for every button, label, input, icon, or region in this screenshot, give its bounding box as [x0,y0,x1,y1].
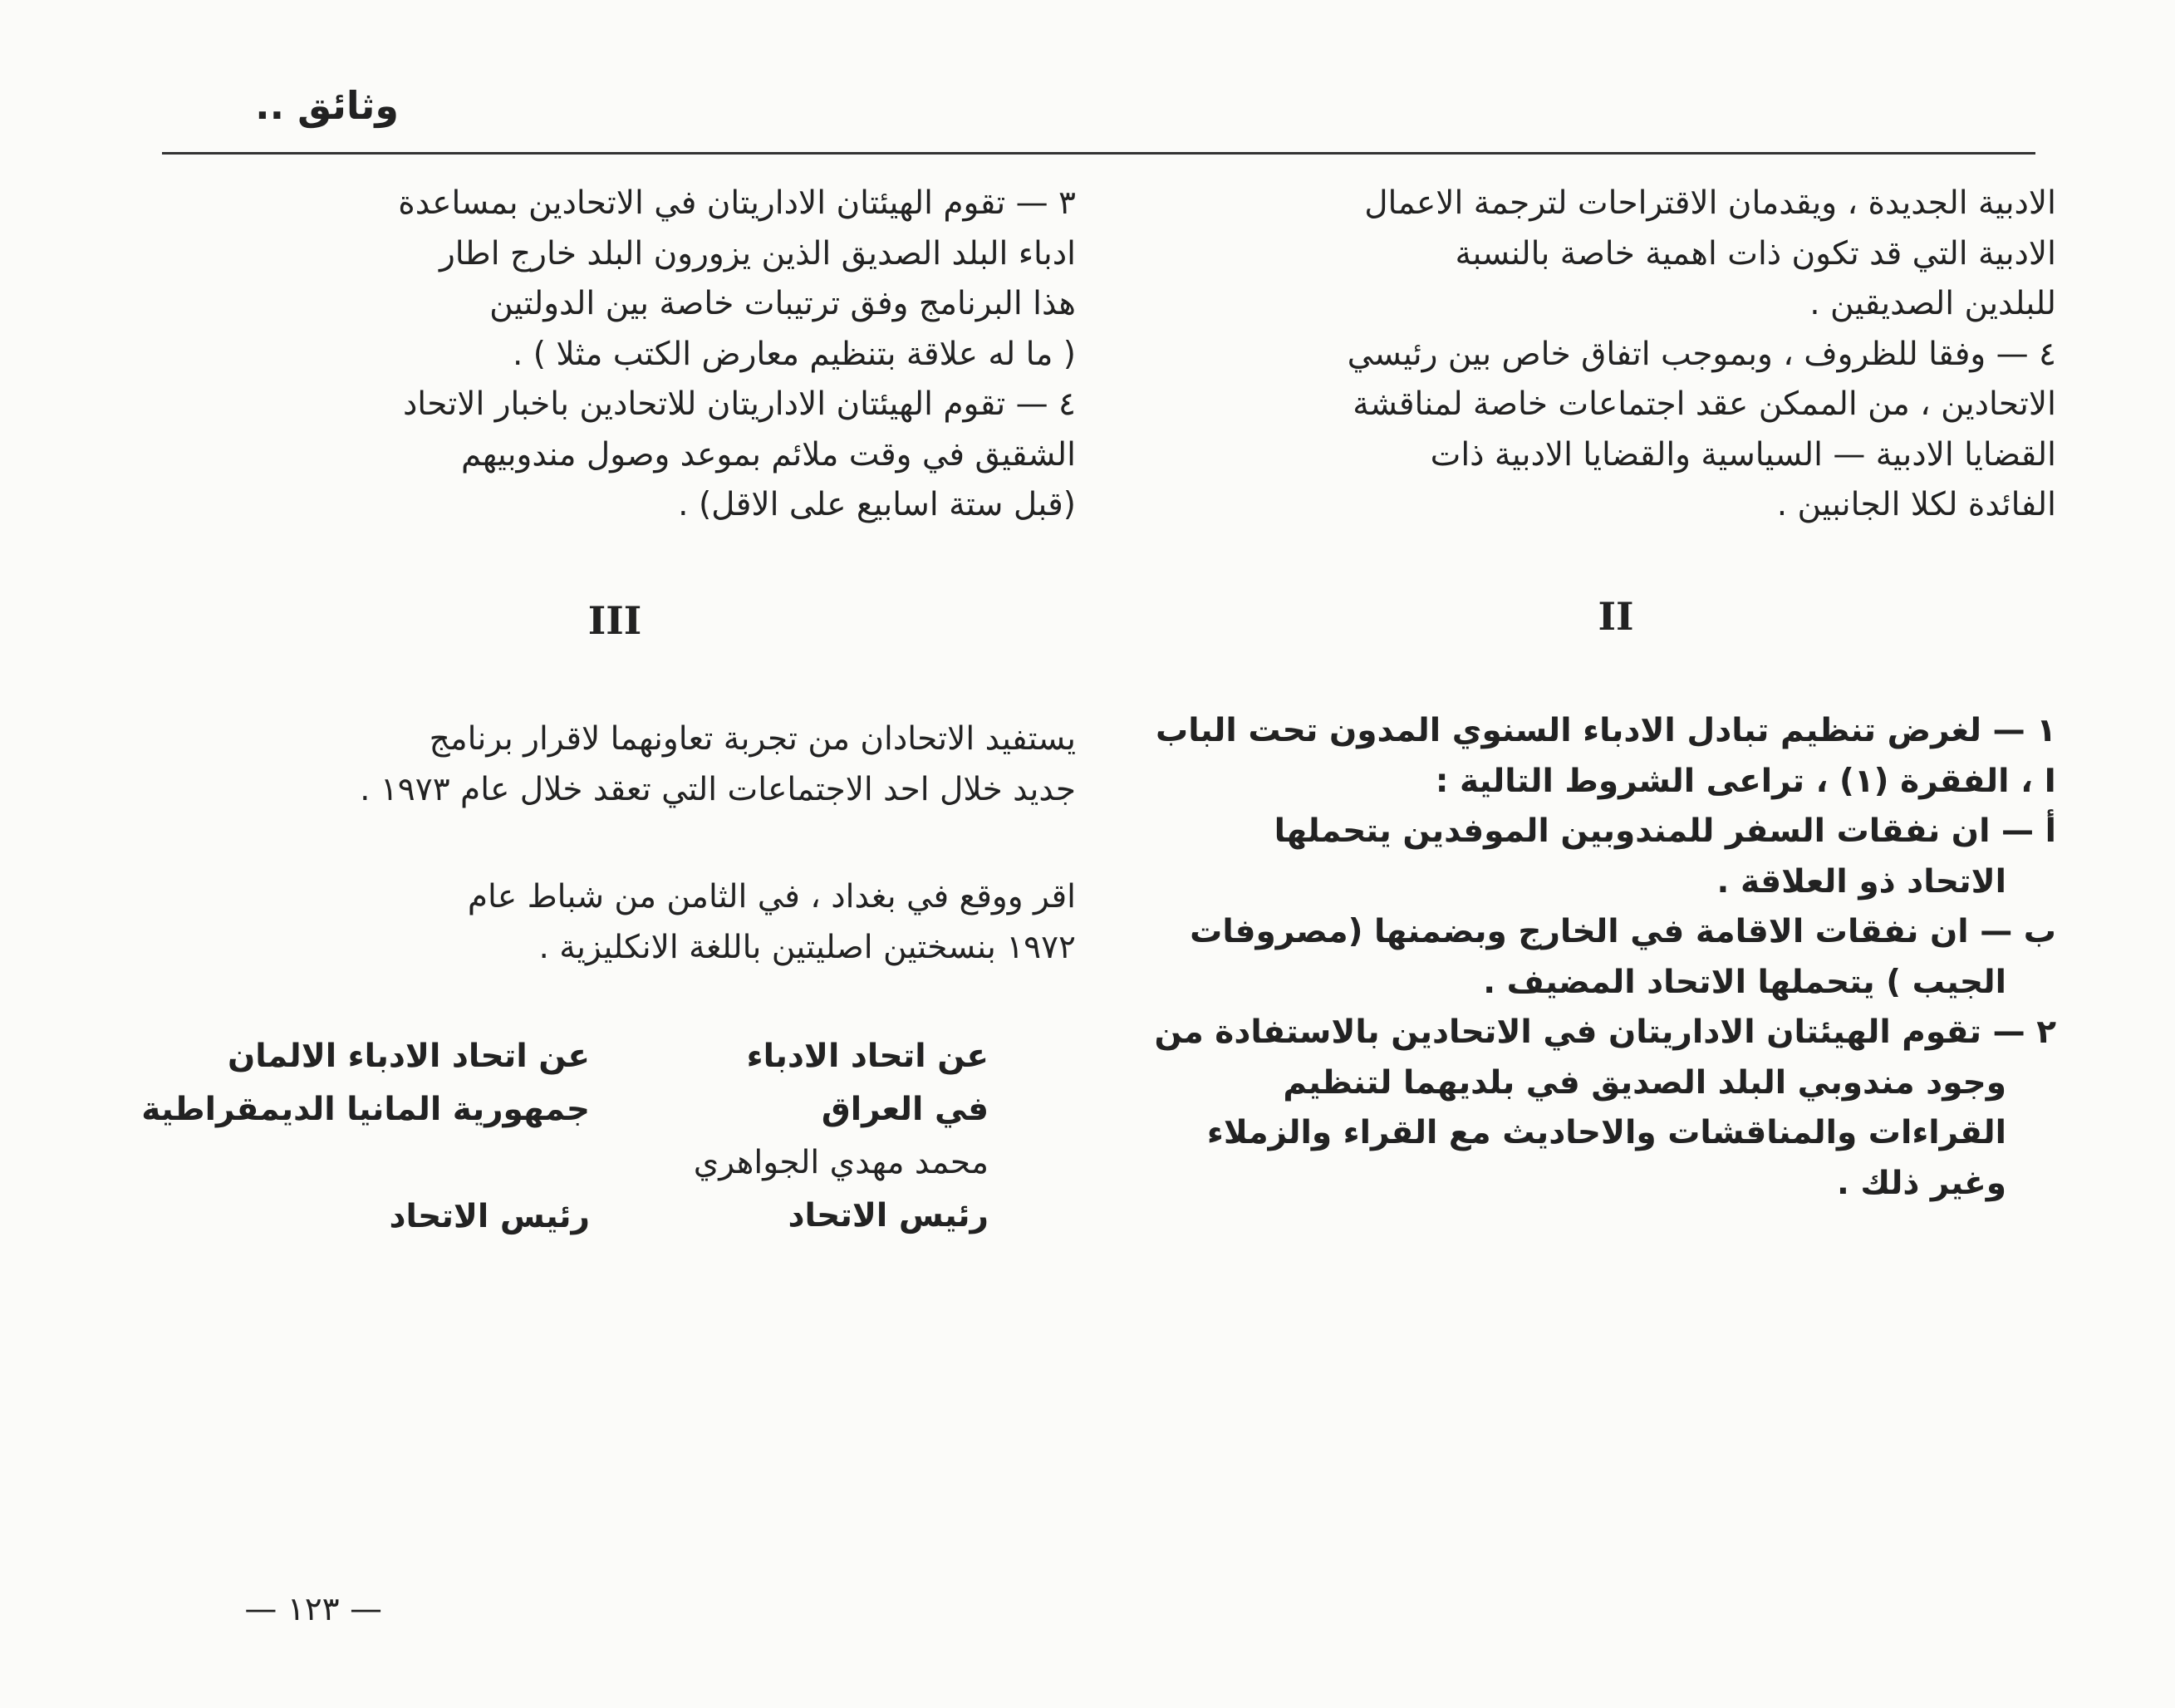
text-line: ٢ — تقوم الهيئتان الاداريتان في الاتحادين بالاستفادة من [1154,1014,2056,1051]
header-rule [162,152,2035,155]
text-line: I ، الفقرة (١) ، تراعى الشروط التالية : [1435,762,2056,800]
text-line: ( ما له علاقة بتنظيم معارض الكتب مثلا ) . [513,335,1076,373]
signature-block-gdr [125,1030,590,1244]
running-header-title: وثائق .. [255,83,399,128]
signatory-title: رئيس الاتحاد [788,1197,989,1234]
signature-block-iraq [640,1030,989,1243]
text-line: القراءات والمناقشات والاحاديث مع القراء والزملاء [1206,1114,2006,1151]
text-line: ٤ — تقوم الهيئتان الاداريتان للاتحادين باخبار الاتحاد [402,385,1076,423]
section-heading-iii: III [587,598,642,643]
signature-line: في العراق [821,1091,989,1128]
signature-line: عن اتحاد الادباء الالمان [227,1038,590,1075]
text-line: ٣ — تقوم الهيئتان الاداريتان في الاتحادين بمساعدة [398,184,1076,222]
right-column-top [1146,179,2056,531]
text-line: للبلدين الصديقين . [1809,285,2056,322]
section-heading-ii: II [1598,594,1634,639]
text-line: هذا البرنامج وفق ترتيبات خاصة بين الدولتين [489,285,1076,322]
text-line: الفائدة لكلا الجانبين . [1776,486,2056,523]
signatory-title: رئيس الاتحاد [389,1198,590,1235]
signature-line: جمهورية المانيا الديمقراطية [141,1091,590,1128]
text-line: اقر ووقع في بغداد ، في الثامن من شباط عام [467,878,1076,915]
text-line: وجود مندوبي البلد الصديق في بلديهما لتنظيم [1283,1063,2006,1102]
text-line: ٤ — وفقا للظروف ، وبموجب اتفاق خاص بين رئيسي [1347,335,2056,373]
left-paragraph-1 [166,714,1076,815]
text-line: الشقيق في وقت ملائم بموعد وصول مندوبيهم [460,435,1076,474]
signatory-name: محمد مهدي الجواهري [693,1144,989,1181]
text-line: ب — ان نفقات الاقامة في الخارج وبضمنها (مصروفات [1190,913,2056,950]
signature-line: عن اتحاد الادباء [746,1038,989,1075]
text-line: القضايا الادبية — السياسية والقضايا الادبية ذات [1430,435,2056,474]
right-column-bottom [1146,706,2056,1209]
text-line: جديد خلال احد الاجتماعات التي تعقد خلال عام ١٩٧٣ . [360,770,1076,808]
text-line: ١٩٧٢ بنسختين اصليتين باللغة الانكليزية . [538,928,1076,966]
text-line: أ — ان نفقات السفر للمندوبين الموفدين يتحملها [1274,812,2056,850]
text-line: الاتحادين ، من الممكن عقد اجتماعات خاصة لمناقشة [1353,385,2056,423]
text-line: (قبل ستة اسابيع على الاقل) . [678,486,1076,523]
text-line: الاتحاد ذو العلاقة . [1716,862,2006,901]
text-line: الجيب ) يتحملها الاتحاد المضيف . [1483,963,2006,1001]
left-paragraph-2 [166,872,1076,973]
text-line: الادبية التي قد تكون ذات اهمية خاصة بالنسبة [1455,234,2056,272]
text-line: يستفيد الاتحادان من تجربة تعاونهما لاقرار برنامج [429,720,1076,758]
text-line: وغير ذلك . [1836,1164,2006,1202]
text-line: ادباء البلد الصديق الذين يزورون البلد خارج اطار [439,234,1076,272]
text-line: ١ — لغرض تنظيم تبادل الادباء السنوي المدون تحت الباب [1156,712,2056,749]
page-number: — ١٢٣ — [244,1591,382,1628]
text-line: الادبية الجديدة ، ويقدمان الاقتراحات لترجمة الاعمال [1364,184,2056,222]
left-column-top [166,179,1076,531]
